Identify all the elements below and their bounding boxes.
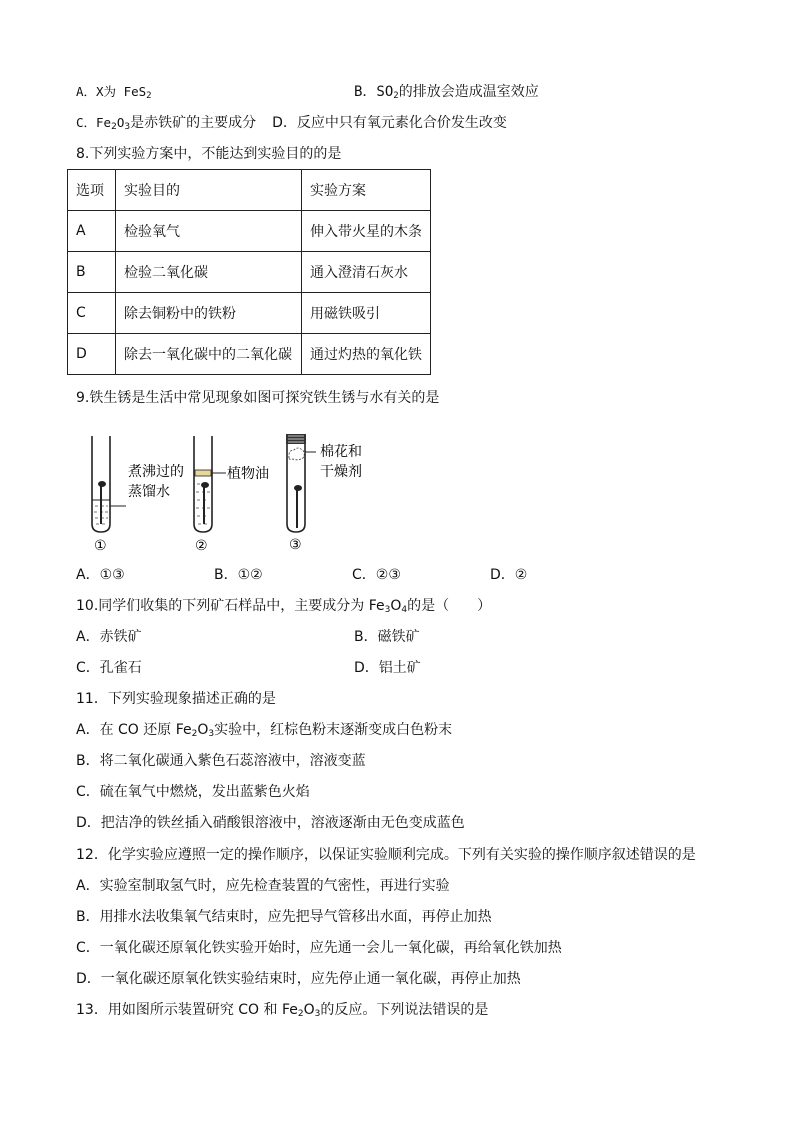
q7-option-a: A．X为 FeS$_2$ (76, 84, 152, 101)
q12-option-a: A．实验室制取氢气时，应先检查装置的气密性，再进行实验 (76, 878, 450, 894)
q12-option-b: B．用排水法收集氧气结束时，应先把导气管移出水面，再停止加热 (76, 909, 492, 925)
q8-stem: 8.下列实验方案中，不能达到实验目的的是 (76, 146, 342, 162)
table-cell: 用磁铁吸引 (302, 293, 431, 334)
q11-option-c: C．硫在氧气中燃烧，发出蓝紫色火焰 (76, 784, 310, 800)
q9-option-c: C．②③ (352, 567, 401, 583)
table-cell: 除去一氧化碳中的二氧化碳 (116, 334, 302, 375)
q12-option-c: C．一氧化碳还原氧化铁实验开始时，应先通一会儿一氧化碳，再给氧化铁加热 (76, 940, 562, 956)
table-row (68, 293, 431, 334)
table-cell: C (68, 293, 116, 334)
q9-option-b: B．①② (214, 567, 263, 583)
q12-stem: 12．化学实验应遵照一定的操作顺序，以保证实验顺利完成。下列有关实验的操作顺序叙述错误的是 (76, 847, 696, 863)
tube-2-number: ② (195, 538, 208, 554)
cotton-label-2: 干燥剂 (320, 464, 362, 480)
q10-option-b: B．磁铁矿 (354, 629, 420, 645)
table-cell: 检验氧气 (116, 211, 302, 252)
q7-options-c-d: C．$Fe_2O_3$是赤铁矿的主要成分 D．反应中只有氧元素化合价发生改变 (76, 115, 507, 132)
q11-option-b: B．将二氧化碳通入紫色石蕊溶液中，溶液变蓝 (76, 753, 366, 769)
cotton-label-1: 棉花和 (320, 444, 362, 460)
table-header-cell: 实验目的 (116, 170, 302, 211)
boiled-water-label-2: 蒸馏水 (128, 484, 170, 500)
table-cell: 通过灼热的氧化铁 (302, 334, 431, 375)
q10-stem: 10.同学们收集的下列矿石样品中，主要成分为 $Fe_3O_4$的是（ ） (76, 598, 492, 615)
tube-3-number: ③ (289, 537, 302, 553)
q11-option-a: A．在 CO 还原 $Fe_2O_3$实验中，红棕色粉末逐渐变成白色粉末 (76, 722, 453, 739)
q13-stem: 13．用如图所示装置研究 CO 和 $Fe_2O_3$的反应。下列说法错误的是 (76, 1002, 489, 1019)
table-cell: D (68, 334, 116, 375)
table-cell: 伸入带火星的木条 (302, 211, 431, 252)
q11-option-d: D．把洁净的铁丝插入硝酸银溶液中，溶液逐渐由无色变成蓝色 (76, 815, 465, 831)
test-tube-3 (286, 434, 316, 532)
vegetable-oil-label: 植物油 (227, 466, 269, 482)
q7-option-b: B．$SO_2$的排放会造成温室效应 (354, 84, 539, 101)
q8-table (67, 169, 431, 375)
q12-option-d: D．一氧化碳还原氧化铁实验结束时，应先停止通一氧化碳，再停止加热 (76, 971, 521, 987)
tube-1-number: ① (94, 538, 107, 554)
test-tube-2 (194, 436, 226, 532)
table-cell: A (68, 211, 116, 252)
q10-option-c: C．孔雀石 (76, 660, 142, 676)
table-cell: B (68, 252, 116, 293)
rusting-experiment-figure (76, 428, 416, 556)
q9-option-d: D．② (490, 567, 528, 583)
q10-option-a: A．赤铁矿 (76, 629, 142, 645)
table-header-cell: 选项 (68, 170, 116, 211)
q11-stem: 11．下列实验现象描述正确的是 (76, 691, 276, 707)
boiled-water-label-1: 煮沸过的 (128, 464, 184, 480)
q9-option-a: A．①③ (76, 567, 125, 583)
table-row (68, 252, 431, 293)
table-cell: 除去铜粉中的铁粉 (116, 293, 302, 334)
table-header-cell: 实验方案 (302, 170, 431, 211)
table-cell: 检验二氧化碳 (116, 252, 302, 293)
q9-stem: 9.铁生锈是生活中常见现象如图可探究铁生锈与水有关的是 (76, 390, 440, 406)
q10-option-d: D．铝土矿 (354, 660, 421, 676)
table-row (68, 211, 431, 252)
table-row (68, 334, 431, 375)
table-header-row (68, 170, 431, 211)
test-tube-1 (92, 436, 126, 532)
table-cell: 通入澄清石灰水 (302, 252, 431, 293)
